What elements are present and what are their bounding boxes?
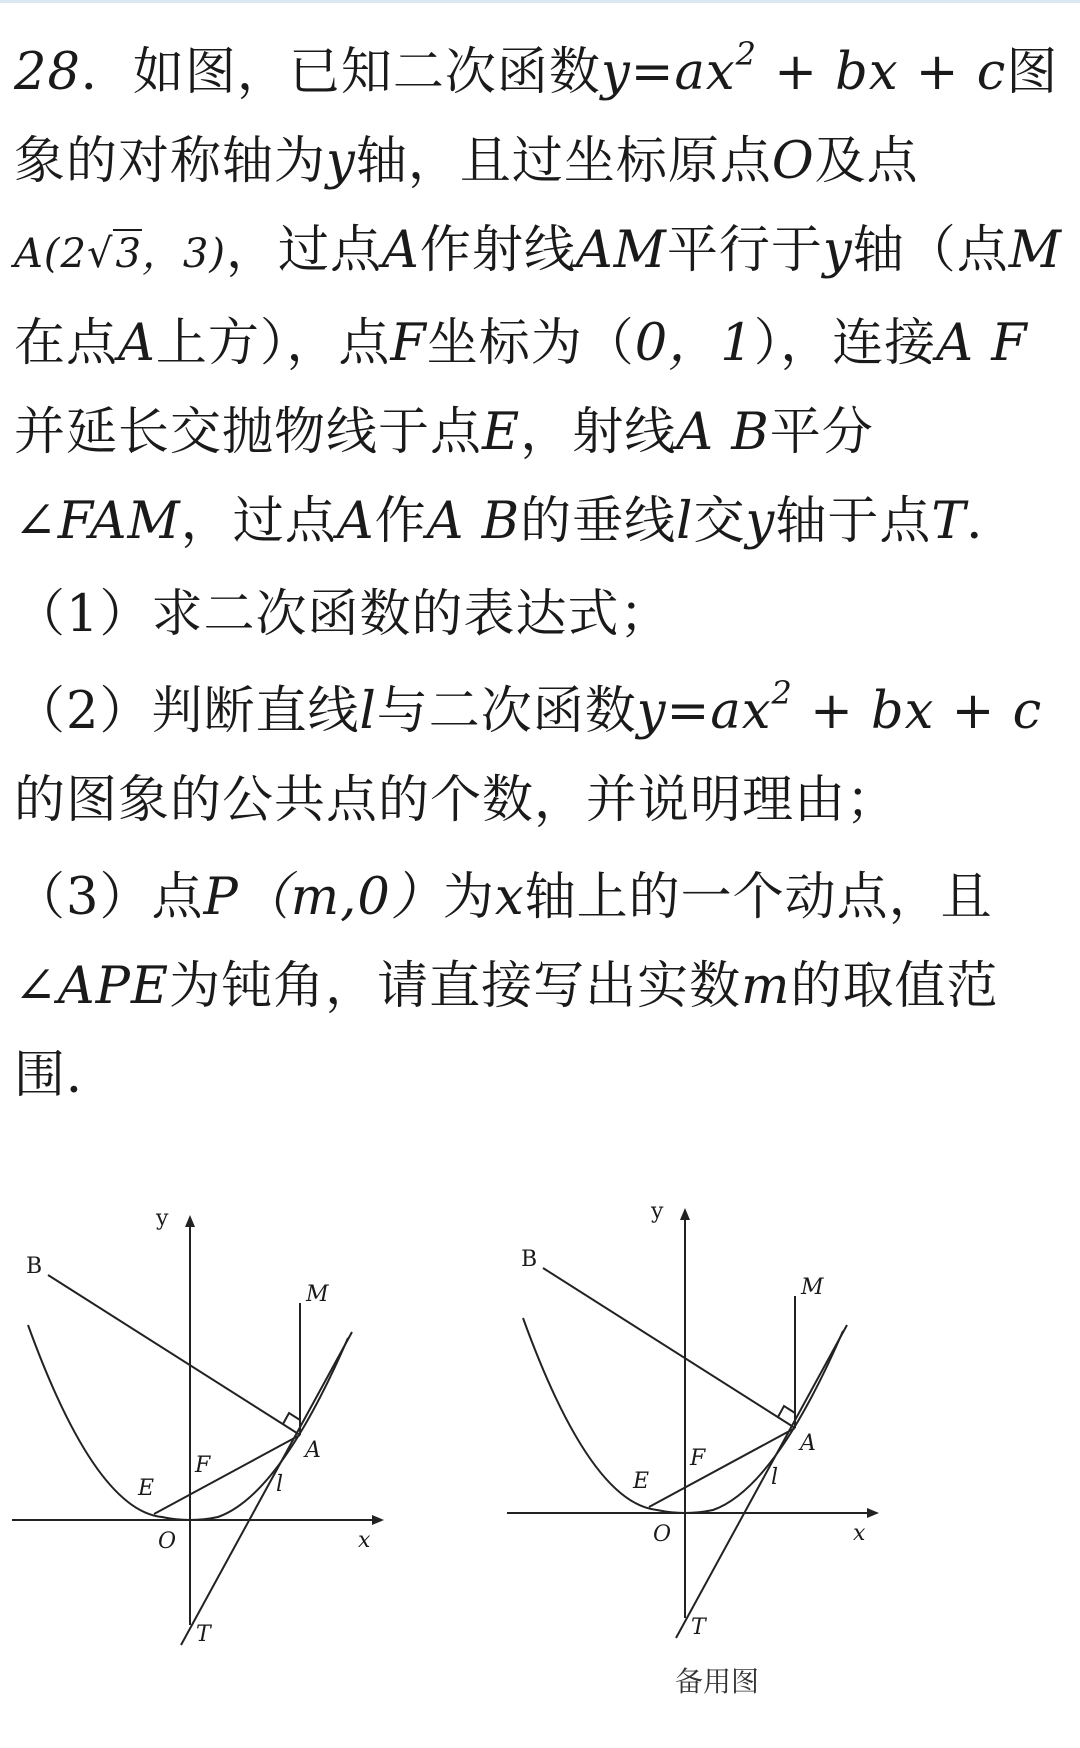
right-angle-mark <box>283 1413 300 1424</box>
problem-text <box>14 28 1064 1120</box>
quadratic-expression: $y=ax^2$ + bx + c <box>600 35 1007 102</box>
problem-statement: 28．如图，已知二次函数$y=ax^2$ + bx + c图象的对称轴为y轴，且过坐标原点O及点A(2√3，3)，过点A作射线AM平行于y轴（点M在点A上方），点F坐标为（0，1），连接A F并延长交抛物线于点E，射线A B平分∠FAM，过点A作A B的垂线l交y轴于点T． <box>14 35 1062 551</box>
spare-label-b: B <box>521 1247 538 1272</box>
spare-label-y: y <box>651 1199 664 1224</box>
top-divider <box>0 0 1080 3</box>
spare-label-f: F <box>690 1446 706 1471</box>
label-a: A <box>305 1438 321 1463</box>
label-f: F <box>195 1453 211 1478</box>
spare-y-axis-arrow <box>680 1208 690 1220</box>
spare-figure-caption: 备用图 <box>674 1665 759 1698</box>
spare-label-a: A <box>800 1431 816 1456</box>
spare-line-l <box>676 1325 847 1638</box>
label-o: O <box>158 1529 177 1554</box>
label-t: T <box>196 1622 211 1647</box>
y-axis-arrow <box>185 1215 195 1227</box>
spare-x-axis-arrow <box>867 1508 879 1518</box>
spare-label-l: l <box>771 1465 779 1490</box>
figure-spare-svg <box>495 1188 895 1658</box>
line-ab <box>48 1275 300 1435</box>
question-3: （3）点P（m,0）为x轴上的一个动点，且∠APE为钝角，请直接写出实数m的取值范围． <box>14 868 999 1105</box>
spare-label-e: E <box>633 1469 650 1494</box>
label-l: l <box>276 1472 284 1497</box>
figure-spare <box>495 1188 895 1662</box>
question-1: （1）求二次函数的表达式； <box>14 585 672 644</box>
label-b: B <box>26 1254 43 1279</box>
label-m: M <box>306 1282 329 1307</box>
spare-line-ab <box>543 1268 795 1428</box>
problem-number: 28 <box>14 43 81 102</box>
spare-label-m: M <box>801 1275 824 1300</box>
point-a-coordinates: A(2√3，3) <box>14 231 226 277</box>
figure-main <box>0 1195 400 1669</box>
question-2: （2）判断直线l与二次函数$y=ax^2$ + bx + c的图象的公共点的个数，并说明理由； <box>14 674 1043 830</box>
spare-label-o: O <box>653 1522 672 1547</box>
figure-main-svg <box>0 1195 400 1665</box>
spare-right-angle-mark <box>778 1406 795 1417</box>
label-e: E <box>138 1476 155 1501</box>
spare-label-x: x <box>853 1521 866 1546</box>
line-l <box>181 1332 352 1645</box>
x-axis-arrow <box>372 1515 384 1525</box>
label-y: y <box>156 1206 169 1231</box>
spare-label-t: T <box>691 1615 706 1640</box>
label-x: x <box>358 1528 371 1553</box>
